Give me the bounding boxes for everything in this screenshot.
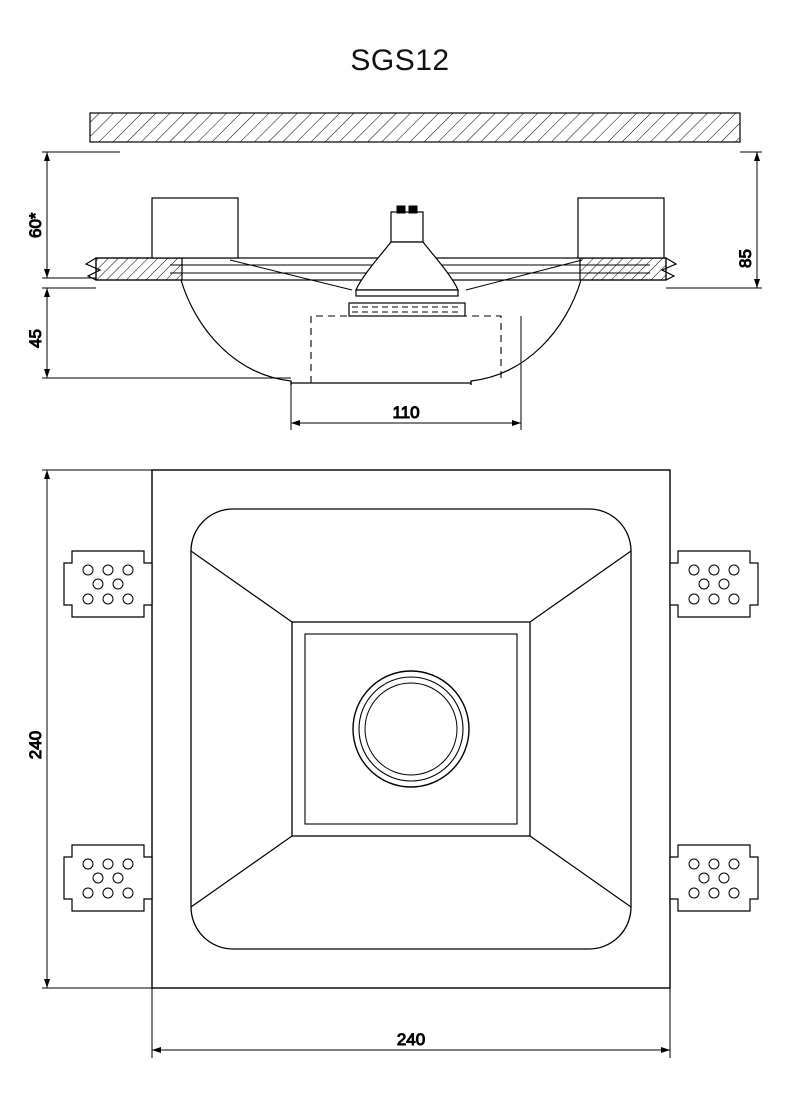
plan-view <box>26 470 758 1058</box>
dimension-label-45: 45 <box>26 329 45 348</box>
dimension-label-110: 110 <box>392 403 420 422</box>
spring-bracket-left <box>152 198 238 258</box>
spring-clip-top-left <box>64 551 152 617</box>
dimension-label-240-vertical: 240 <box>26 730 45 760</box>
cone-body-left <box>181 280 291 385</box>
spring-clip-top-right <box>670 551 758 617</box>
dimension-85 <box>666 152 762 288</box>
lamp-gu10 <box>356 206 458 296</box>
dimension-110 <box>291 316 521 430</box>
spring-clip-bottom-left <box>64 845 152 911</box>
dimension-label-240-horizontal: 240 <box>396 1030 426 1049</box>
dimension-45 <box>26 288 291 378</box>
lamp-holder-ring <box>349 303 465 316</box>
ceiling-slab <box>90 113 740 142</box>
spring-bracket-right <box>578 198 664 258</box>
dimension-240-horizontal <box>152 988 670 1058</box>
dimension-label-85: 85 <box>736 249 755 268</box>
section-view <box>26 113 762 430</box>
cone-body-right <box>471 280 581 385</box>
lamp-aperture <box>353 671 469 787</box>
recess-outline <box>311 316 501 383</box>
dimension-label-60: 60* <box>26 212 45 238</box>
spring-clip-bottom-right <box>670 845 758 911</box>
page-title: SGS12 <box>350 44 450 77</box>
